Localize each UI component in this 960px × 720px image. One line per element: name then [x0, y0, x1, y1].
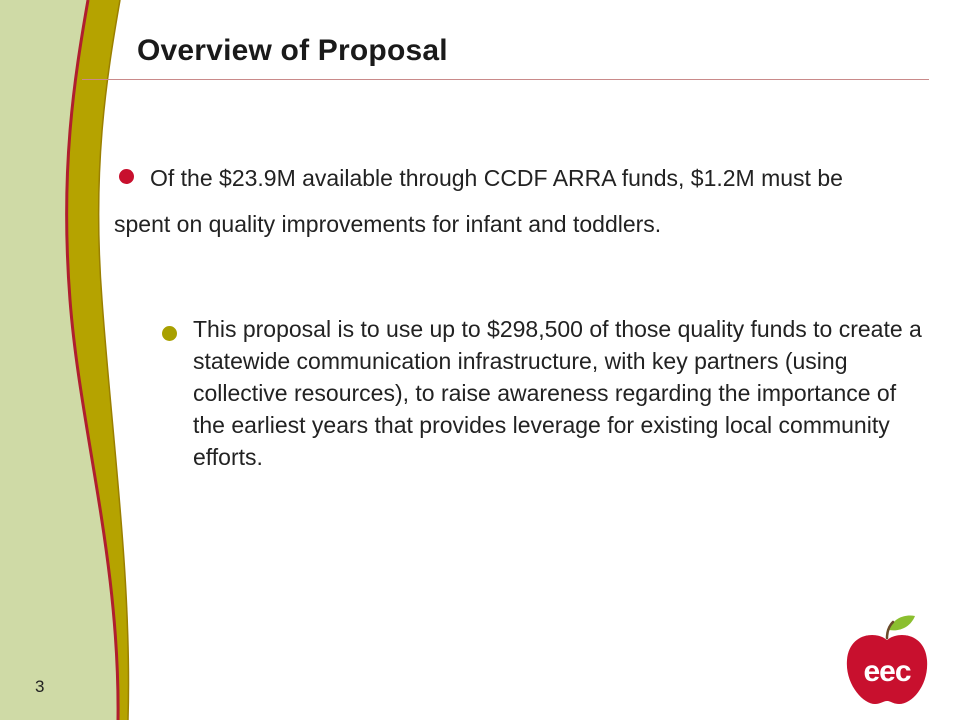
olive-bullet-icon	[162, 326, 177, 341]
main-bullet	[114, 155, 874, 247]
red-bullet-icon	[119, 169, 134, 184]
main-bullet-text: Of the $23.9M available through CCDF ARRA funds, $1.2M must be spent on quality improvements for infant and toddlers.	[114, 165, 843, 237]
logo-text: eec	[863, 655, 911, 688]
page-number: 3	[35, 677, 45, 696]
sub-bullet	[162, 313, 922, 473]
eec-apple-logo	[841, 614, 933, 706]
title-underline	[82, 79, 929, 80]
slide-title: Overview of Proposal	[137, 34, 448, 67]
sub-bullet-text: This proposal is to use up to $298,500 of those quality funds to create a statewide communication infrastructure, with key partners (using collective resources), to raise awareness regarding the importance of the earliest years that provides leverage for existing local community efforts.	[193, 316, 922, 470]
